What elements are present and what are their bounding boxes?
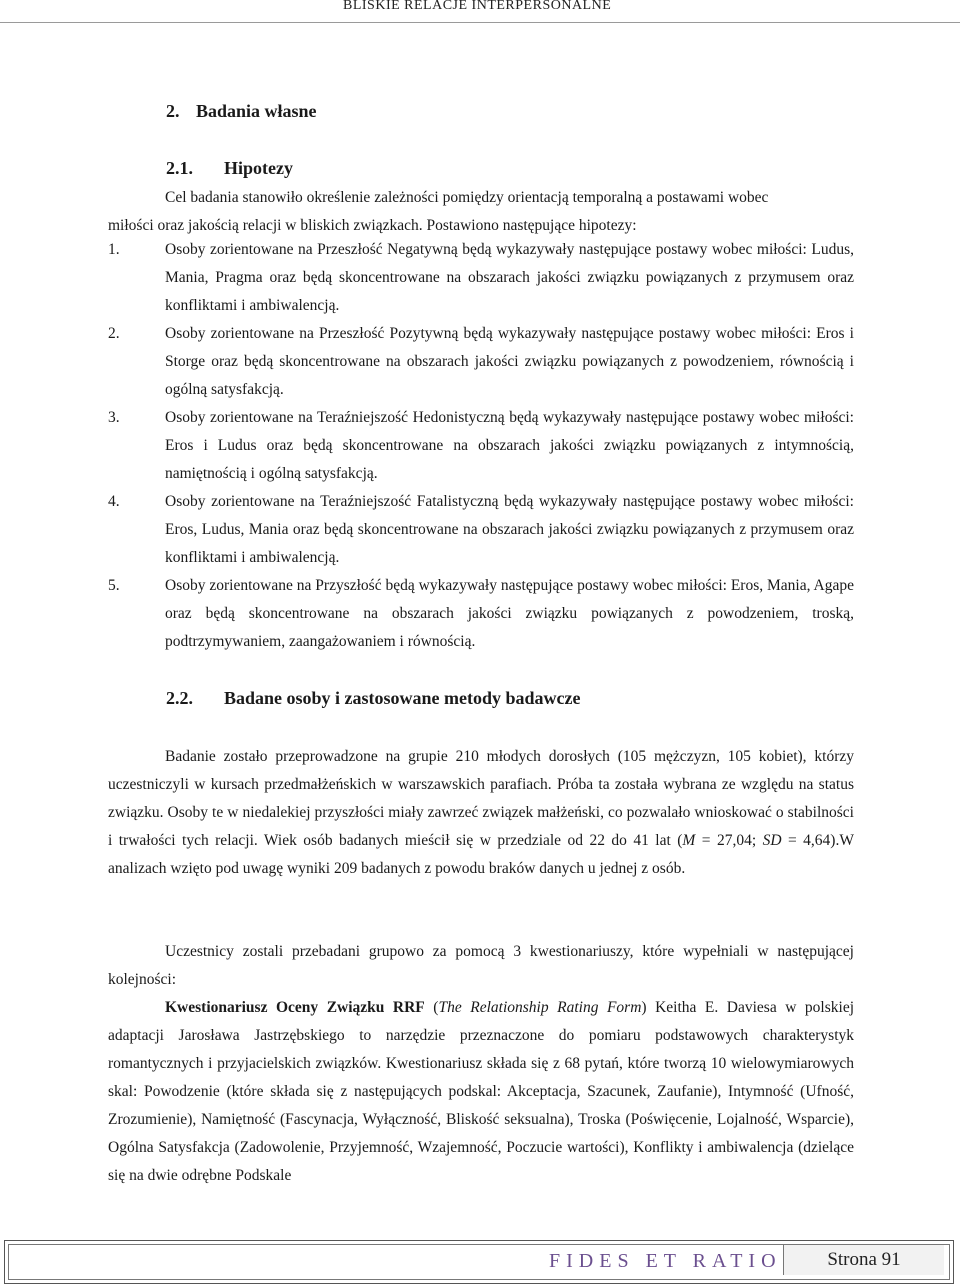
list-item	[108, 236, 854, 320]
hypothesis-text: Osoby zorientowane na Przeszłość Pozytywną będą wykazywały następujące postawy wobec miłości: Eros i Storge oraz będą skoncentrowane na obszarach jakości związku powiązanych z powodzeniem, równością i ogólną satysfakcją.	[165, 325, 854, 398]
subsection-title: Hipotezy	[224, 158, 293, 178]
intro-line: Cel badania stanowiło określenie zależności pomiędzy orientacją temporalną a postawami wobec	[165, 189, 769, 206]
hypothesis-number: 1.	[108, 241, 120, 258]
stat-symbol: SD	[762, 832, 782, 849]
list-item	[108, 488, 854, 572]
running-header	[0, 0, 960, 18]
hypothesis-text: Osoby zorientowane na Przyszłość będą wykazywały następujące postawy wobec miłości: Eros, Mania, Agape oraz będą skoncentrowane na obszarach jakości związku powiązanych z powodzeniem, troską, podtrzymywaniem, zaangażowaniem i równością.	[165, 577, 854, 650]
hypothesis-number: 3.	[108, 409, 120, 426]
hypothesis-number: 2.	[108, 325, 120, 342]
section-title: Badania własne	[196, 101, 317, 121]
subsection-heading-methods	[166, 688, 581, 709]
subsection-number: 2.2.	[166, 688, 193, 708]
paragraph-text: = 27,04;	[695, 832, 763, 849]
list-item	[108, 320, 854, 404]
hypothesis-text: Osoby zorientowane na Teraźniejszość Fatalistyczną będą wykazywały następujące postawy wobec miłości: Eros, Ludus, Mania oraz będą skoncentrowane na obszarach jakości związku powiązanych z przymusem oraz konfliktami i ambiwalencją.	[165, 493, 854, 566]
hypothesis-text: Osoby zorientowane na Teraźniejszość Hedonistyczną będą wykazywały następujące postawy wobec miłości: Eros i Ludus oraz będą skoncentrowane na obszarach jakości związku powiązanych z intymnością, namiętnością i ogólną satysfakcją.	[165, 409, 854, 482]
list-item	[108, 404, 854, 488]
subsection-heading-hypotheses	[166, 158, 293, 179]
list-item	[108, 572, 854, 656]
questionnaire-paragraph	[108, 994, 854, 1190]
hypothesis-text: Osoby zorientowane na Przeszłość Negatywną będą wykazywały następujące postawy wobec miłości: Ludus, Mania, Pragma oraz będą skoncentrowane na obszarach jakości związku powiązanych z przymusem oraz konfliktami i ambiwalencją.	[165, 241, 854, 314]
subsection-title: Badane osoby i zastosowane metody badawcze	[224, 688, 581, 708]
questionnaire-original-title: The Relationship Rating Form	[438, 999, 642, 1016]
hypotheses-intro	[108, 184, 854, 240]
subsection-number: 2.1.	[166, 158, 193, 178]
paragraph-text: Uczestnicy zostali przebadani grupowo za pomocą 3 kwestionariuszy, które wypełniali w następującej kolejności:	[108, 943, 854, 988]
page-number: Strona 91	[783, 1245, 944, 1275]
header-divider	[0, 22, 960, 23]
procedure-paragraph	[108, 938, 854, 994]
hypothesis-number: 5.	[108, 577, 120, 594]
paragraph-text: ) Keitha E. Daviesa w polskiej adaptacji Jarosława Jastrzębskiego to narzędzie przeznaczone do pomiaru podstawowych charakterystyk romantycznych i przyjacielskich związków. Kwestionariusz składa się z 68 pytań, które tworzą 10 wielowymiarowych skal: Powodzenie (które składa się z następujących podskal: Akceptacja, Szacunek, Zaufanie), Intymność (Ufność, Zrozumienie), Namiętność (Fascynacja, Wyłączność, Bliskość seksualna), Troska (Poświęcenie, Lojalność, Wsparcie), Ogólna Satysfakcja (Zadowolenie, Przyjemność, Wzajemność, Poczucie wartości), Konflikty i ambiwalencja (dzielące się na dwie odrębne Podskale	[108, 999, 855, 1184]
page-footer	[4, 1240, 954, 1284]
stat-symbol: M	[682, 832, 696, 849]
hypotheses-list	[108, 236, 854, 656]
participants-paragraph	[108, 743, 854, 883]
section-number: 2.	[166, 101, 180, 121]
paragraph-text: = 4,64).W analizach wzięto pod uwagę wyniki 209 badanych z powodu braków danych u jednej z osób.	[108, 832, 854, 877]
section-heading	[166, 101, 317, 122]
running-title: BLISKIE RELACJE INTERPERSONALNE	[343, 0, 612, 13]
footer-motto: FIDES ET RATIO	[549, 1250, 782, 1272]
intro-line: miłości oraz jakością relacji w bliskich związkach. Postawiono następujące hipotezy:	[108, 217, 637, 234]
paragraph-text: Badanie zostało przeprowadzone na grupie 210 młodych dorosłych (105 mężczyzn, 105 kobiet), którzy uczestniczyli w kursach przedmałżeńskich w warszawskich parafiach. Próba ta została wybrana ze względu na status związku. Osoby te w niedalekiej przyszłości miały zawrzeć związek małżeński, co pozwalało wnioskować o stabilności i trwałości tych relacji. Wiek osób badanych mieścił się w przedziale od 22 do 41 lat (	[108, 748, 854, 849]
questionnaire-title: Kwestionariusz Oceny Związku RRF	[165, 999, 425, 1016]
hypothesis-number: 4.	[108, 493, 120, 510]
paragraph-text: (	[424, 999, 439, 1016]
